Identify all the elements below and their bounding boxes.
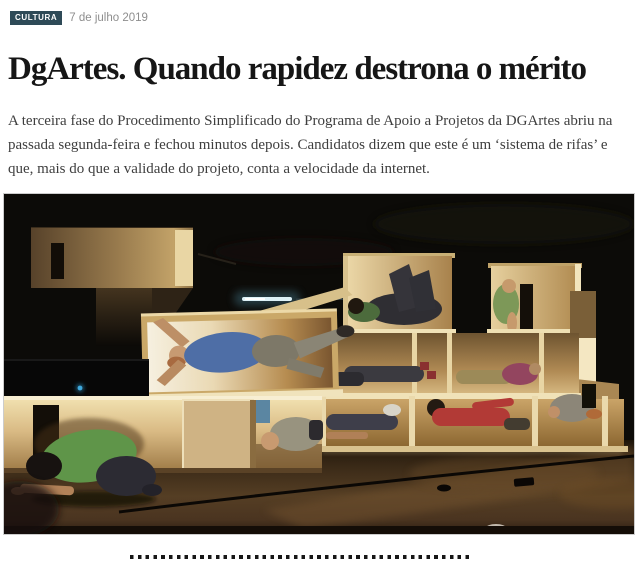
kicker-row	[10, 11, 640, 25]
category-badge[interactable]: CULTURA	[10, 11, 62, 25]
article-page	[0, 11, 640, 566]
photo-scene	[4, 194, 634, 534]
article-photo[interactable]	[3, 193, 635, 535]
article-date: 7 de julho 2019	[69, 12, 148, 24]
article-headline: DgArtes. Quando rapidez destrona o mérito	[8, 51, 587, 87]
speaker-monitor	[4, 359, 149, 399]
dotted-separator	[130, 555, 471, 559]
article-lede: A terceira fase do Procedimento Simplificado do Programa de Apoio a Projetos da DGArtes abriu na passada segunda-feira e fechou minutos depois. Candidatos dizem que este é um ‘sistema de rifas’ e que, mais do que a validade do projeto, conta a velocidade da internet.	[8, 113, 613, 177]
blue-led-icon	[78, 386, 83, 391]
